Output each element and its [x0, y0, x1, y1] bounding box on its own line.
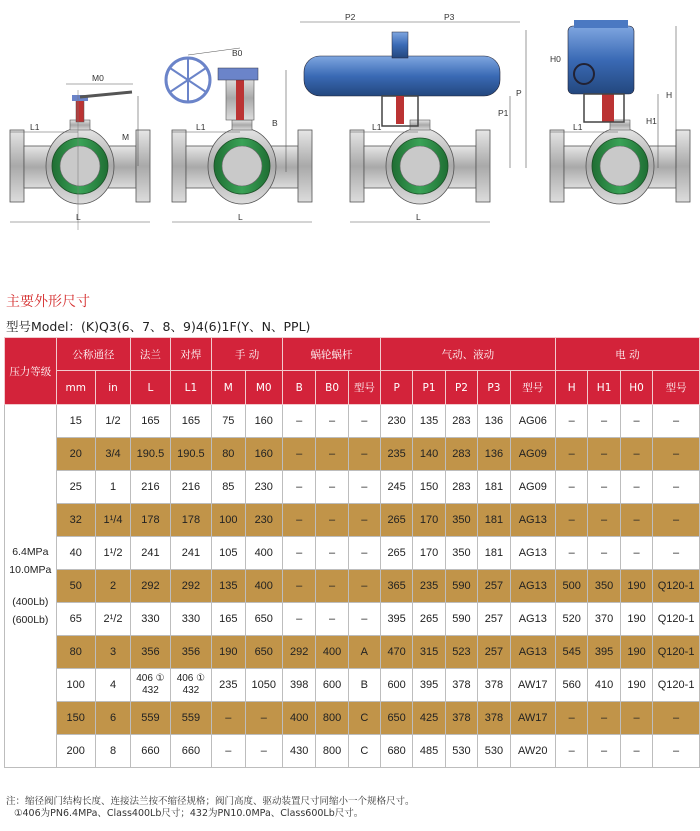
- table-cell: 545: [555, 636, 587, 669]
- table-cell: –: [620, 471, 652, 504]
- table-cell: 6: [95, 702, 130, 735]
- model-number: 型号Model：(K)Q3(6、7、8、9)4(6)1F(Y、N、PPL): [6, 319, 311, 334]
- table-cell: –: [245, 702, 282, 735]
- table-cell: 170: [413, 537, 445, 570]
- table-cell: 230: [380, 405, 412, 438]
- table-cell: 257: [478, 570, 510, 603]
- table-cell: A: [348, 636, 380, 669]
- table-cell: 136: [478, 405, 510, 438]
- header-worm: 蜗轮蜗杆: [282, 338, 380, 371]
- table-cell: 350: [588, 570, 620, 603]
- table-cell: 430: [282, 735, 315, 768]
- table-row: [5, 504, 700, 537]
- table-row: [5, 735, 700, 768]
- label-l1-3: L1: [372, 122, 382, 132]
- subheader-cell: in: [95, 371, 130, 405]
- pressure-line: (400Lb): [12, 596, 49, 608]
- table-cell: 190: [212, 636, 245, 669]
- table-cell: 165: [212, 603, 245, 636]
- table-cell: –: [316, 405, 348, 438]
- table-cell: 523: [445, 636, 477, 669]
- table-cell: 241: [170, 537, 211, 570]
- table-cell: 181: [478, 504, 510, 537]
- table-cell: 406 ① 432: [131, 669, 171, 702]
- table-cell: 350: [445, 537, 477, 570]
- label-p: P: [516, 88, 522, 98]
- label-p2: P2: [345, 12, 356, 22]
- table-cell: –: [620, 504, 652, 537]
- table-cell: AW17: [510, 702, 555, 735]
- manual-valve-drawing: [10, 73, 150, 230]
- subheader-cell: L1: [170, 371, 211, 405]
- table-cell: 140: [413, 438, 445, 471]
- table-cell: 245: [380, 471, 412, 504]
- table-cell: 378: [478, 669, 510, 702]
- subheader-cell: H1: [588, 371, 620, 405]
- table-cell: 350: [445, 504, 477, 537]
- table-cell: –: [348, 570, 380, 603]
- subheader-cell: mm: [56, 371, 95, 405]
- table-cell: –: [588, 438, 620, 471]
- subheader-cell: M0: [245, 371, 282, 405]
- table-cell: 165: [131, 405, 171, 438]
- table-cell: 1/2: [95, 405, 130, 438]
- table-cell: AG13: [510, 504, 555, 537]
- table-cell: 230: [245, 471, 282, 504]
- table-cell: –: [653, 471, 700, 504]
- table-cell: –: [212, 702, 245, 735]
- table-cell: 800: [316, 735, 348, 768]
- table-cell: 190: [620, 636, 652, 669]
- table-cell: 400: [316, 636, 348, 669]
- table-cell: 559: [170, 702, 211, 735]
- electric-valve-drawing: [550, 20, 690, 204]
- table-cell: 410: [588, 669, 620, 702]
- header-weld: 对焊: [170, 338, 211, 371]
- table-cell: –: [620, 537, 652, 570]
- table-cell: –: [282, 603, 315, 636]
- table-cell: 378: [445, 669, 477, 702]
- header-pressure: 压力等级: [5, 338, 57, 405]
- label-l1: L1: [30, 122, 40, 132]
- table-cell: 85: [212, 471, 245, 504]
- table-cell: AG09: [510, 438, 555, 471]
- table-cell: 190: [620, 570, 652, 603]
- table-cell: 365: [380, 570, 412, 603]
- label-m0: M0: [92, 73, 104, 83]
- table-cell: 398: [282, 669, 315, 702]
- table-cell: 395: [380, 603, 412, 636]
- table-row: [5, 603, 700, 636]
- subheader-cell: P3: [478, 371, 510, 405]
- table-cell: 230: [245, 504, 282, 537]
- table-row: [5, 537, 700, 570]
- table-cell: 136: [478, 438, 510, 471]
- table-row: [5, 636, 700, 669]
- table-cell: 1¹/4: [95, 504, 130, 537]
- table-cell: Q120-1: [653, 603, 700, 636]
- table-cell: 1: [95, 471, 130, 504]
- table-cell: –: [316, 570, 348, 603]
- table-cell: 65: [56, 603, 95, 636]
- table-cell: 356: [170, 636, 211, 669]
- table-cell: 265: [380, 504, 412, 537]
- table-cell: –: [588, 537, 620, 570]
- subheader-cell: 型号: [653, 371, 700, 405]
- label-l1-2: L1: [196, 122, 206, 132]
- table-cell: –: [348, 471, 380, 504]
- table-cell: –: [588, 504, 620, 537]
- table-cell: 560: [555, 669, 587, 702]
- table-cell: B: [348, 669, 380, 702]
- table-cell: 160: [245, 438, 282, 471]
- table-cell: 150: [56, 702, 95, 735]
- table-cell: 257: [478, 636, 510, 669]
- table-cell: 178: [170, 504, 211, 537]
- table-cell: –: [555, 504, 587, 537]
- table-cell: –: [316, 471, 348, 504]
- table-cell: 105: [212, 537, 245, 570]
- table-cell: 32: [56, 504, 95, 537]
- table-cell: 178: [131, 504, 171, 537]
- subheader-cell: P1: [413, 371, 445, 405]
- subheader-cell: 型号: [348, 371, 380, 405]
- table-cell: C: [348, 702, 380, 735]
- table-cell: 395: [588, 636, 620, 669]
- table-cell: –: [348, 603, 380, 636]
- table-cell: 800: [316, 702, 348, 735]
- table-cell: –: [620, 702, 652, 735]
- table-cell: 292: [131, 570, 171, 603]
- table-cell: –: [555, 537, 587, 570]
- label-l: L: [76, 212, 81, 222]
- table-cell: 520: [555, 603, 587, 636]
- note-line-1: 注：缩径阀门结构长度、连接法兰按不缩径规格；阀门高度、驱动装置尺寸同缩小一个规格尺寸。: [6, 796, 415, 807]
- table-cell: –: [282, 438, 315, 471]
- table-cell: 650: [245, 603, 282, 636]
- table-cell: 50: [56, 570, 95, 603]
- table-cell: –: [653, 405, 700, 438]
- table-cell: 330: [170, 603, 211, 636]
- table-cell: 600: [380, 669, 412, 702]
- table-cell: 135: [413, 405, 445, 438]
- table-cell: 330: [131, 603, 171, 636]
- table-cell: –: [588, 735, 620, 768]
- table-cell: 170: [413, 504, 445, 537]
- table-cell: 150: [413, 471, 445, 504]
- label-b0: B0: [232, 48, 243, 58]
- table-cell: AW20: [510, 735, 555, 768]
- table-cell: 190.5: [131, 438, 171, 471]
- table-cell: –: [316, 537, 348, 570]
- table-cell: 2: [95, 570, 130, 603]
- table-cell: AW17: [510, 669, 555, 702]
- table-cell: 100: [212, 504, 245, 537]
- table-cell: –: [282, 405, 315, 438]
- table-cell: 400: [245, 537, 282, 570]
- subheader-cell: 型号: [510, 371, 555, 405]
- table-cell: 40: [56, 537, 95, 570]
- note-line-2: ①406为PN6.4MPa、Class400Lb尺寸；432为PN10.0MPa、Class600Lb尺寸。: [14, 808, 364, 819]
- subheader-cell: M: [212, 371, 245, 405]
- table-cell: 235: [380, 438, 412, 471]
- table-cell: 241: [131, 537, 171, 570]
- table-row: [5, 570, 700, 603]
- table-cell: 590: [445, 570, 477, 603]
- table-cell: 216: [170, 471, 211, 504]
- table-cell: 257: [478, 603, 510, 636]
- table-cell: 356: [131, 636, 171, 669]
- table-cell: 3: [95, 636, 130, 669]
- table-cell: –: [620, 438, 652, 471]
- table-cell: –: [555, 702, 587, 735]
- table-cell: 75: [212, 405, 245, 438]
- pneumatic-valve-drawing: [300, 12, 526, 222]
- dimension-table: [4, 337, 700, 768]
- table-row: [5, 438, 700, 471]
- header-pneumatic: 气动、液动: [380, 338, 555, 371]
- table-cell: 265: [380, 537, 412, 570]
- table-cell: Q120-1: [653, 669, 700, 702]
- table-cell: 370: [588, 603, 620, 636]
- table-cell: –: [653, 438, 700, 471]
- table-cell: –: [588, 702, 620, 735]
- table-row: [5, 471, 700, 504]
- table-cell: 530: [445, 735, 477, 768]
- table-cell: 400: [282, 702, 315, 735]
- table-cell: 181: [478, 471, 510, 504]
- table-cell: –: [653, 504, 700, 537]
- pressure-cell: [5, 405, 57, 768]
- table-cell: 1¹/2: [95, 537, 130, 570]
- table-cell: 650: [245, 636, 282, 669]
- pressure-line: (600Lb): [12, 614, 49, 626]
- table-cell: AG06: [510, 405, 555, 438]
- table-cell: –: [348, 537, 380, 570]
- table-cell: AG13: [510, 537, 555, 570]
- table-cell: 3/4: [95, 438, 130, 471]
- table-cell: AG13: [510, 570, 555, 603]
- table-cell: 470: [380, 636, 412, 669]
- table-cell: 235: [212, 669, 245, 702]
- label-p1: P1: [498, 108, 509, 118]
- table-cell: –: [653, 735, 700, 768]
- table-cell: 216: [131, 471, 171, 504]
- table-cell: –: [588, 471, 620, 504]
- table-cell: 292: [170, 570, 211, 603]
- table-cell: 660: [131, 735, 171, 768]
- table-cell: –: [282, 570, 315, 603]
- label-p3: P3: [444, 12, 455, 22]
- table-cell: –: [555, 735, 587, 768]
- table-cell: 406 ① 432: [170, 669, 211, 702]
- label-l1-4: L1: [573, 122, 583, 132]
- label-m: M: [122, 132, 130, 142]
- table-cell: AG13: [510, 603, 555, 636]
- label-h1: H1: [646, 116, 657, 126]
- worm-gear-valve-drawing: [166, 48, 312, 222]
- table-cell: 1050: [245, 669, 282, 702]
- table-cell: –: [348, 405, 380, 438]
- table-row: [5, 405, 700, 438]
- label-h: H: [666, 90, 673, 100]
- table-cell: 100: [56, 669, 95, 702]
- table-cell: –: [282, 471, 315, 504]
- subheader-cell: H0: [620, 371, 652, 405]
- table-cell: AG13: [510, 636, 555, 669]
- table-cell: 283: [445, 438, 477, 471]
- table-cell: 20: [56, 438, 95, 471]
- table-cell: 660: [170, 735, 211, 768]
- table-body: [5, 405, 700, 768]
- table-cell: 4: [95, 669, 130, 702]
- subheader-cell: B: [282, 371, 315, 405]
- table-cell: –: [653, 702, 700, 735]
- table-cell: –: [348, 438, 380, 471]
- table-cell: 15: [56, 405, 95, 438]
- table-cell: 292: [282, 636, 315, 669]
- table-cell: –: [620, 735, 652, 768]
- table-cell: Q120-1: [653, 636, 700, 669]
- table-cell: 135: [212, 570, 245, 603]
- valve-drawings: [0, 0, 700, 262]
- table-row: [5, 669, 700, 702]
- table-cell: 485: [413, 735, 445, 768]
- table-cell: AG09: [510, 471, 555, 504]
- table-cell: 283: [445, 471, 477, 504]
- table-cell: 160: [245, 405, 282, 438]
- table-cell: 80: [212, 438, 245, 471]
- table-row: [5, 702, 700, 735]
- table-cell: 265: [413, 603, 445, 636]
- table-cell: 283: [445, 405, 477, 438]
- table-cell: –: [555, 405, 587, 438]
- table-cell: 235: [413, 570, 445, 603]
- subheader-cell: B0: [316, 371, 348, 405]
- table-cell: 650: [380, 702, 412, 735]
- table-cell: 500: [555, 570, 587, 603]
- table-cell: 530: [478, 735, 510, 768]
- table-cell: 80: [56, 636, 95, 669]
- section-heading: 主要外形尺寸: [6, 294, 90, 310]
- label-b: B: [272, 118, 278, 128]
- subheader-cell: L: [131, 371, 171, 405]
- header-electric: 电 动: [555, 338, 699, 371]
- header-nominal: 公称通径: [56, 338, 131, 371]
- table-cell: Q120-1: [653, 570, 700, 603]
- table-cell: –: [348, 504, 380, 537]
- table-cell: –: [555, 438, 587, 471]
- table-cell: –: [316, 438, 348, 471]
- table-cell: 190: [620, 669, 652, 702]
- footnotes: [6, 796, 415, 820]
- table-cell: 680: [380, 735, 412, 768]
- subheader-cell: P2: [445, 371, 477, 405]
- subheader-cell: P: [380, 371, 412, 405]
- subheader-cell: H: [555, 371, 587, 405]
- pressure-line: 6.4MPa: [12, 546, 49, 558]
- table-cell: 590: [445, 603, 477, 636]
- table-cell: 425: [413, 702, 445, 735]
- header-flange: 法兰: [131, 338, 171, 371]
- table-cell: –: [245, 735, 282, 768]
- label-h0: H0: [550, 54, 561, 64]
- label-l-2: L: [238, 212, 243, 222]
- table-cell: 190.5: [170, 438, 211, 471]
- table-cell: 378: [445, 702, 477, 735]
- table-cell: 315: [413, 636, 445, 669]
- table-cell: C: [348, 735, 380, 768]
- table-cell: 378: [478, 702, 510, 735]
- label-l-3: L: [416, 212, 421, 222]
- table-cell: 559: [131, 702, 171, 735]
- pressure-line: 10.0MPa: [9, 564, 52, 576]
- table-cell: 165: [170, 405, 211, 438]
- table-cell: –: [212, 735, 245, 768]
- table-cell: –: [588, 405, 620, 438]
- subheader-row: [5, 371, 700, 405]
- table-cell: 181: [478, 537, 510, 570]
- table-cell: –: [653, 537, 700, 570]
- header-manual: 手 动: [212, 338, 283, 371]
- table-cell: 2¹/2: [95, 603, 130, 636]
- table-cell: –: [282, 504, 315, 537]
- table-cell: 200: [56, 735, 95, 768]
- table-cell: 190: [620, 603, 652, 636]
- table-cell: 25: [56, 471, 95, 504]
- table-cell: –: [555, 471, 587, 504]
- table-cell: 8: [95, 735, 130, 768]
- table-cell: –: [316, 603, 348, 636]
- table-cell: 600: [316, 669, 348, 702]
- table-cell: –: [316, 504, 348, 537]
- table-cell: –: [282, 537, 315, 570]
- table-cell: –: [620, 405, 652, 438]
- table-cell: 400: [245, 570, 282, 603]
- table-cell: 395: [413, 669, 445, 702]
